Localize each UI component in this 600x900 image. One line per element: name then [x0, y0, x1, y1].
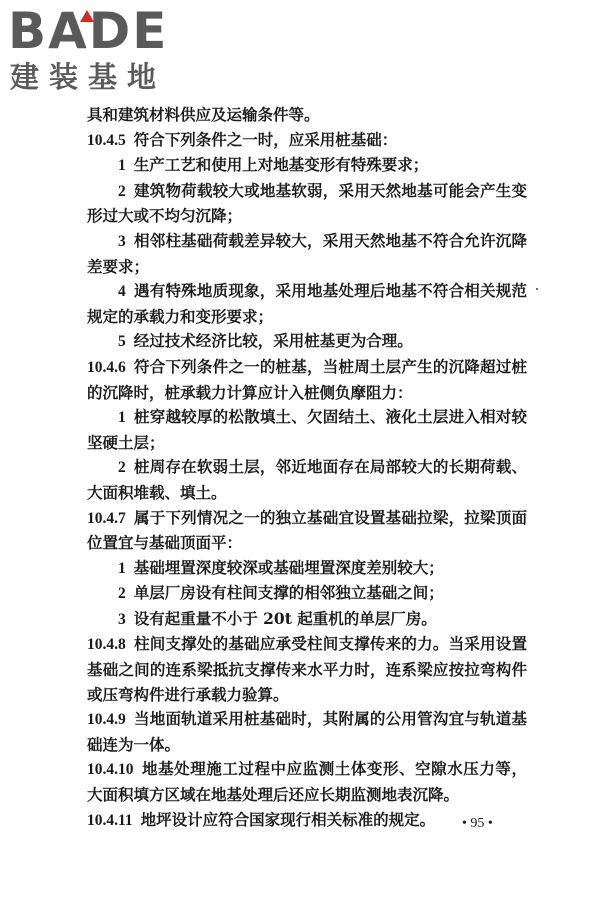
- paragraph-text: 设有起重量不小于 20t 起重机的单层厂房。: [133, 608, 437, 628]
- list-item: [87, 229, 527, 279]
- clause-number: 10.4.6: [87, 358, 126, 376]
- item-number: 4: [118, 283, 126, 301]
- list-item: [87, 556, 527, 582]
- clause-number: 10.4.11: [87, 811, 133, 829]
- item-number: 1: [118, 409, 126, 427]
- clause-paragraph: [87, 808, 527, 834]
- list-item: [87, 607, 527, 633]
- paragraph-text: 相邻柱基础荷载差异较大，采用天然地基不符合允许沉降差要求；: [87, 230, 527, 276]
- item-number: 3: [118, 610, 126, 628]
- clause-number: 10.4.10: [87, 761, 134, 779]
- logo-subtitle: 建装基地: [10, 60, 167, 94]
- clause-paragraph: [87, 506, 527, 556]
- paragraph-text: 桩穿越较厚的松散填土、欠固结土、液化土层进入相对较坚硬土层；: [87, 407, 527, 452]
- logo-brand-text: BADE: [8, 2, 169, 60]
- item-number: 2: [118, 182, 126, 200]
- paragraph-text: 地基处理施工过程中应监测土体变形、空隙水压力等，大面积填方区域在地基处理后还应长期监测地表沉降。: [87, 759, 527, 805]
- continued-text: [87, 103, 527, 128]
- clause-paragraph: [87, 757, 527, 807]
- item-number: 5: [118, 333, 126, 351]
- page-number: • 95 •: [462, 816, 493, 831]
- clause-paragraph: [87, 707, 527, 757]
- clause-number: 10.4.5: [87, 131, 126, 149]
- paragraph-text: 属于下列情况之一的独立基础宜设置基础拉梁，拉梁顶面位置宜与基础顶面平：: [87, 507, 527, 553]
- paragraph-text: 地坪设计应符合国家现行相关标准的规定。: [140, 809, 436, 829]
- list-item: [87, 153, 527, 179]
- clause-paragraph: [87, 128, 527, 154]
- paragraph-text: 基础埋置深度较深或基础埋置深度差别较大；: [133, 557, 444, 577]
- list-item: [87, 279, 527, 329]
- list-item: [87, 581, 527, 607]
- clause-paragraph: [87, 355, 527, 405]
- paragraph-text: 生产工艺和使用上对地基变形有特殊要求；: [133, 155, 429, 175]
- clause-number: 10.4.9: [87, 711, 126, 729]
- item-number: 3: [118, 232, 126, 250]
- clause-paragraph: [87, 632, 527, 707]
- item-number: 2: [118, 459, 126, 477]
- paragraph-text: 具和建筑材料供应及运输条件等。: [87, 105, 320, 124]
- paragraph-text: 建筑物荷载较大或地基软弱，采用天然地基可能会产生变形过大或不均匀沉降；: [87, 180, 527, 226]
- logo-red-accent: [80, 10, 94, 22]
- bade-logo: [8, 4, 178, 96]
- item-number: 2: [118, 585, 126, 603]
- paragraph-text: 遇有特殊地质现象，采用地基处理后地基不符合相关规范规定的承载力和变形要求；: [87, 281, 527, 326]
- paragraph-text: 当地面轨道采用桩基础时，其附属的公用管沟宜与轨道基础连为一体。: [87, 709, 527, 754]
- paragraph-text: 符合下列条件之一时，应采用桩基础：: [133, 129, 398, 149]
- clause-number: 10.4.7: [87, 509, 126, 527]
- list-item: [87, 329, 527, 355]
- list-item: [87, 405, 527, 455]
- paragraph-text: 符合下列条件之一的桩基，当桩周土层产生的沉降超过桩的沉降时，桩承载力计算应计入桩侧负摩阻力：: [87, 356, 527, 402]
- paragraph-text: 柱间支撑处的基础应承受柱间支撑传来的力。当采用设置基础之间的连系梁抵抗支撑传来水平力时，连系梁应按拉弯构件或压弯构件进行承载力验算。: [87, 634, 527, 704]
- document-body: [87, 103, 527, 833]
- clause-number: 10.4.8: [87, 636, 126, 654]
- list-item: [87, 179, 527, 229]
- item-number: 1: [118, 559, 126, 577]
- scan-speck: [536, 288, 538, 290]
- paragraph-text: 经过技术经济比较，采用桩基更为合理。: [133, 331, 413, 351]
- list-item: [87, 455, 527, 505]
- paragraph-text: 单层厂房设有柱间支撑的相邻独立基础之间；: [133, 583, 444, 603]
- item-number: 1: [118, 157, 126, 175]
- paragraph-text: 桩周存在软弱土层，邻近地面存在局部较大的长期荷载、大面积堆载、填土。: [87, 457, 527, 502]
